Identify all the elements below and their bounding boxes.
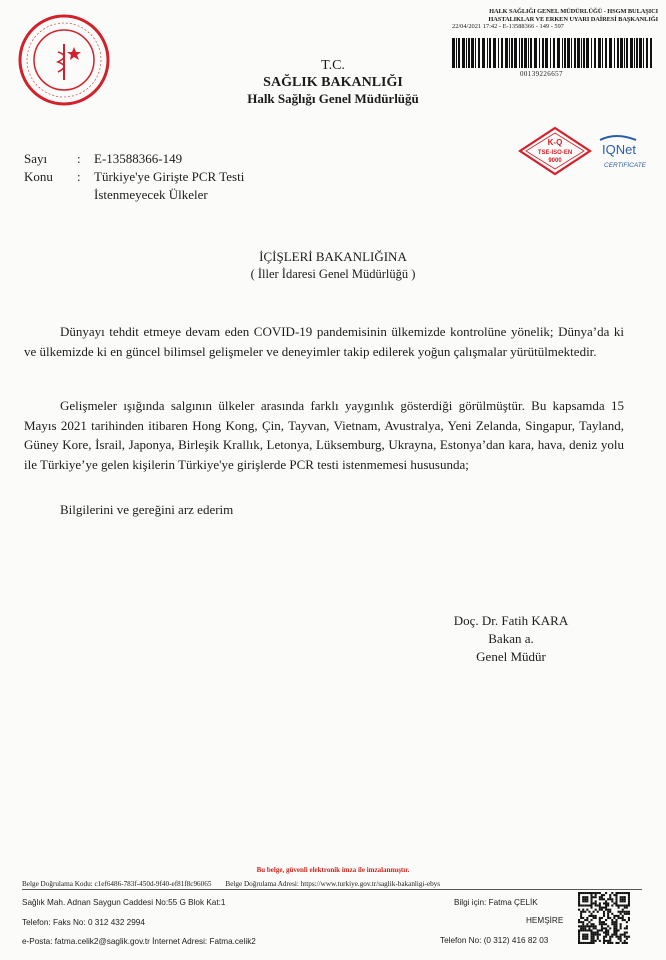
verification-address[interactable]: Belge Doğrulama Adresi: https://www.turkiye.gov.tr/saglik-bakanligi-ebys	[225, 880, 441, 888]
body-paragraph-1	[24, 322, 624, 361]
konu-label: Konu	[24, 169, 53, 184]
iso-9000-text: 9000	[548, 158, 562, 164]
footer-divider	[22, 889, 642, 890]
footer-email: e-Posta: fatma.celik2@saglik.gov.tr İnternet Adresi: Fatma.celik2	[22, 937, 256, 946]
sayi-colon: :	[77, 151, 81, 166]
ebys-stamp	[430, 8, 658, 31]
konu-value-line-1: Türkiye'ye Girişte PCR Testi	[94, 169, 245, 184]
verification-code: Belge Doğrulama Kodu: c1ef6486-783f-450d-9f40-ef81f8c96065	[22, 880, 212, 888]
signatory-title-2: Genel Müdür	[476, 649, 546, 664]
ebys-line-2: HASTALIKLAR VE ERKEN UYARI DAİRESİ BAŞKANLIĞI	[488, 15, 658, 23]
tse-iso-certificate-logo	[518, 126, 592, 176]
body-paragraph-2-text: Gelişmeler ışığında salgının ülkeler arasında farklı yaygınlık gösterdiği görülmüştür. Bu kapsamda 15 Mayıs 2021 tarihinden itibaren Hong Kong, Çin, Tayvan, Vietnam, Avustralya, Yeni Zelanda, Singapur, Tayland, Güney Kore, İsrail, Japonya, Birleşik Krallık, Letonya, Lüksemburg, Ukrayna, Estonya’dan kara, hava, deniz yolu ile Türkiye’ye gelen kişilerin Türkiye'ye girişlerde PCR testi istenmemesi hususunda;	[24, 398, 624, 472]
konu-colon: :	[77, 169, 81, 184]
sayi-label: Sayı	[24, 151, 48, 166]
body-paragraph-3: Bilgilerini ve gereğini arz ederim	[60, 502, 234, 517]
signatory-title-1: Bakan a.	[488, 631, 534, 646]
sayi-value: E-13588366-149	[94, 151, 183, 166]
body-paragraph-2	[24, 396, 624, 474]
footer-phone-fax: Telefon: Faks No: 0 312 432 2994	[22, 918, 145, 927]
footer-contact-person: Bilgi için: Fatma ÇELİK	[454, 898, 538, 907]
kq-text: K-Q	[547, 138, 563, 147]
ministry-of-health-logo	[18, 14, 110, 106]
footer-contact-phone: Telefon No: (0 312) 416 82 03	[440, 936, 549, 945]
addressee-department: ( İller İdaresi Genel Müdürlüğü )	[250, 267, 416, 281]
footer-address: Sağlık Mah. Adnan Saygun Caddesi No:55 G Blok Kat:1	[22, 898, 226, 907]
iqnet-certificate-logo	[596, 134, 654, 174]
header-ministry: SAĞLIK BAKANLIĞI	[263, 75, 403, 90]
body-paragraph-1-text: Dünyayı tehdit etmeye devam eden COVID-19 pandemisinin ülkemizde kontrolüne yönelik; Dünya’da ki ve ülkemizde ki en güncel bilimsel gelişmeler ve deneyimler takip edilerek yoğun çalışmalar yürütülmektedir.	[24, 324, 624, 359]
ebys-line-1: HALK SAĞLIĞI GENEL MÜDÜRLÜĞÜ - HSGM BULAŞICI	[489, 8, 658, 15]
header-tc: T.C.	[321, 58, 345, 73]
tse-iso-text: TSE-ISO-EN	[537, 150, 573, 156]
addressee-ministry: İÇİŞLERİ BAKANLIĞINA	[259, 249, 407, 264]
e-signature-note: Bu belge, güvenli elektronik imza ile imzalanmıştır.	[256, 866, 410, 874]
certificate-text: CERTIFICATE	[604, 162, 647, 169]
signatory-name: Doç. Dr. Fatih KARA	[453, 613, 569, 628]
ebys-line-3: 22/04/2021 17:42 - E-13588366 - 149 - 597	[452, 23, 565, 31]
header-directorate: Halk Sağlığı Genel Müdürlüğü	[247, 91, 419, 106]
footer-contact-title: HEMŞİRE	[526, 916, 564, 925]
addressee	[120, 248, 546, 282]
verification-row	[22, 880, 642, 888]
iqnet-text: IQNet	[602, 142, 636, 157]
konu-value-line-2: İstenmeyecek Ülkeler	[94, 187, 208, 202]
barcode-number: 00139226657	[520, 70, 563, 78]
document-header	[175, 58, 491, 107]
signature-block	[400, 612, 622, 666]
qr-code	[578, 892, 630, 944]
